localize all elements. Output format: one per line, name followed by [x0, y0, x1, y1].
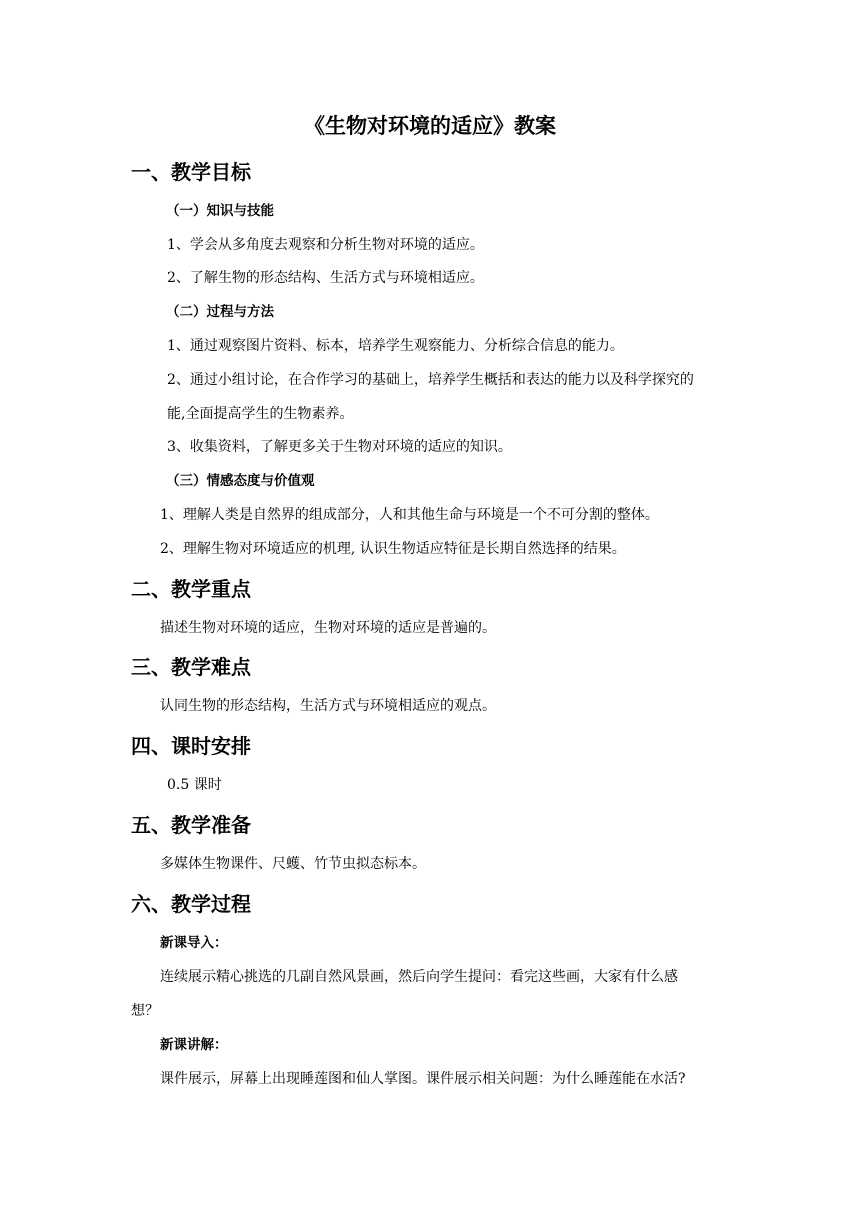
section-heading-key-points: 二、教学重点: [131, 577, 251, 601]
document-title: 《生物对环境的适应》教案: [304, 114, 556, 138]
label-intro: 新课导入：: [160, 935, 228, 951]
label-lecture: 新课讲解：: [160, 1037, 228, 1053]
paragraph-process-2: 2、通过小组讨论，在合作学习的基础上，培养学生概括和表达的能力以及科学探究的: [167, 372, 694, 388]
subsection-heading-values: （三）情感态度与价值观: [166, 473, 315, 489]
paragraph-process-3: 3、收集资料，了解更多关于生物对环境的适应的知识。: [167, 439, 512, 455]
section-heading-objectives: 一、教学目标: [131, 160, 251, 184]
paragraph-intro: 连续展示精心挑选的几副自然风景画，然后向学生提问：看完这些画，大家有什么感: [160, 969, 678, 985]
paragraph-knowledge-1: 1、学会从多角度去观察和分析生物对环境的适应。: [167, 237, 484, 253]
paragraph-knowledge-2: 2、了解生物的形态结构、生活方式与环境相适应。: [167, 270, 484, 286]
paragraph-values-2: 2、理解生物对环境适应的机理, 认识生物适应特征是长期自然选择的结果。: [160, 541, 626, 557]
section-heading-schedule: 四、课时安排: [131, 734, 251, 758]
paragraph-schedule: 0.5 课时: [167, 777, 222, 793]
paragraph-process-1: 1、通过观察图片资料、标本，培养学生观察能力、分析综合信息的能力。: [167, 338, 624, 354]
subsection-heading-process: （二）过程与方法: [166, 304, 274, 320]
section-heading-preparation: 五、教学准备: [131, 813, 251, 837]
paragraph-key-points: 描述生物对环境的适应，生物对环境的适应是普遍的。: [160, 620, 496, 636]
paragraph-lecture: 课件展示，屏幕上出现睡莲图和仙人掌图。课件展示相关问题：为什么睡莲能在水活?: [160, 1071, 686, 1087]
section-heading-process: 六、教学过程: [131, 892, 251, 916]
paragraph-process-2-cont: 能,全面提高学生的生物素养。: [167, 406, 354, 422]
paragraph-values-1: 1、理解人类是自然界的组成部分，人和其他生命与环境是一个不可分割的整体。: [160, 507, 659, 523]
paragraph-preparation: 多媒体生物课件、尺蠖、竹节虫拟态标本。: [160, 856, 426, 872]
section-heading-difficulties: 三、教学难点: [131, 655, 251, 679]
paragraph-difficulties: 认同生物的形态结构，生活方式与环境相适应的观点。: [160, 698, 496, 714]
subsection-heading-knowledge: （一）知识与技能: [166, 203, 274, 219]
paragraph-intro-cont: 想？: [131, 1003, 159, 1019]
